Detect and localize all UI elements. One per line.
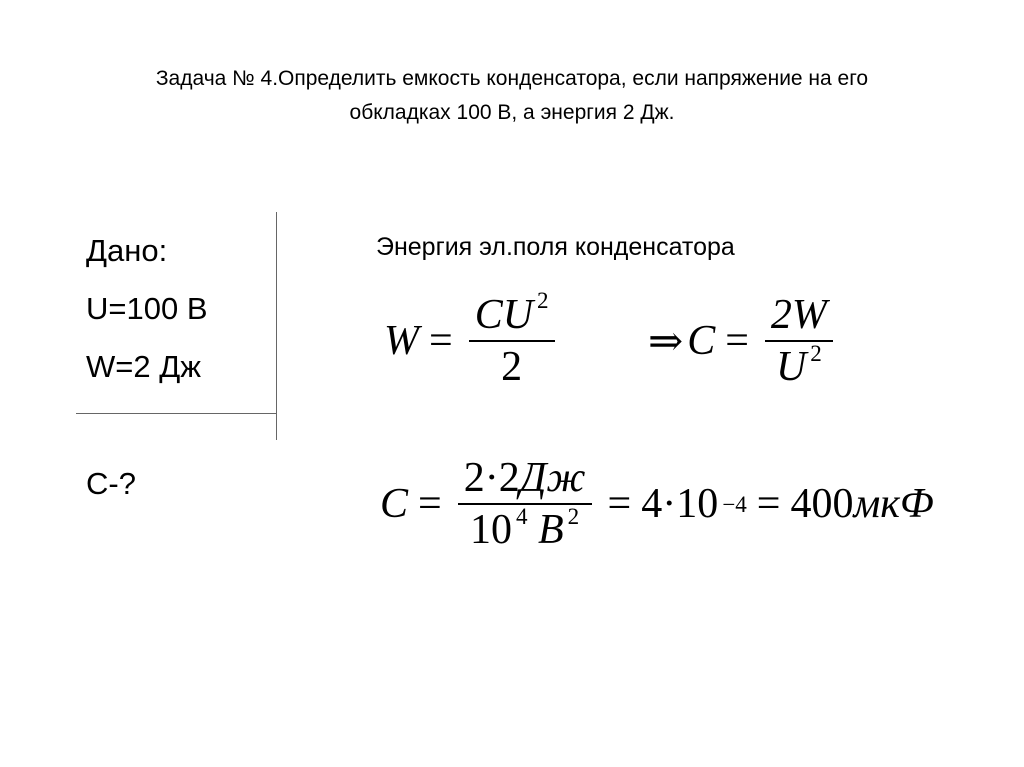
find-capacitance: С-? — [86, 466, 136, 501]
calculation-equals-2: = — [607, 481, 632, 528]
final-value: 400 — [790, 481, 854, 528]
capacitance-formula-denominator — [770, 339, 828, 391]
calculation-formula: C = $\frac{2\cdot 2Дж}{10 ^4 В ^2}$ = 4 · 10 −4 = 400 мкФ — [380, 455, 934, 554]
energy-formula-num-c: C — [474, 292, 503, 338]
capacitance-formula-bar — [765, 340, 833, 342]
problem-title — [60, 62, 964, 130]
problem-title-line-2: обкладках 100 В, а энергия 2 Дж. — [349, 101, 675, 124]
calculation-numerator — [458, 455, 592, 501]
capacitance-formula-equals: = — [725, 318, 749, 365]
energy-formula-equals: = — [429, 318, 453, 365]
final-unit: мкФ — [853, 481, 934, 528]
energy-formula-denominator: 2 — [501, 344, 523, 391]
energy-formula — [384, 287, 561, 391]
energy-formula-numerator — [469, 287, 555, 338]
calculation-fraction — [458, 455, 592, 553]
capacitance-formula — [648, 292, 839, 390]
capacitance-formula-lhs: C — [687, 318, 716, 365]
given-voltage: U=100 В — [86, 291, 208, 326]
capacitance-formula-den-exp: 2 — [810, 339, 822, 366]
energy-formula-num-exp: 2 — [537, 287, 549, 314]
given-label: Дано: — [86, 233, 168, 268]
given-divider-vertical — [276, 212, 277, 440]
problem-title-line-1: Задача № 4.Определить емкость конденсатора, если напряжение на его — [155, 67, 869, 90]
calculation-denominator — [464, 502, 585, 554]
energy-label: Энергия эл.поля конденсатора — [376, 233, 735, 261]
energy-formula-num-u: U — [502, 292, 534, 338]
implies-arrow: ⇒ — [648, 319, 684, 366]
given-energy: W=2 Дж — [86, 349, 201, 384]
capacitance-formula-den-u: U — [775, 344, 807, 391]
calculation-den-base: 10 — [469, 507, 512, 554]
energy-formula-fraction — [469, 287, 555, 391]
capacitance-formula-fraction — [765, 292, 833, 390]
calculation-den-exp: 4 — [515, 502, 528, 529]
capacitance-formula-num: 2W — [770, 292, 827, 338]
energy-formula-lhs: W — [384, 318, 419, 365]
calculation-den-unit-exp: 2 — [567, 502, 580, 529]
calculation-num-b: 2 — [498, 455, 520, 501]
calculation-den-unit: В — [538, 507, 564, 554]
calculation-num-a: 2 — [463, 455, 485, 501]
capacitance-formula-numerator — [765, 292, 833, 338]
given-divider-horizontal — [76, 413, 276, 414]
energy-formula-bar — [469, 340, 555, 342]
calculation-num-dot: · — [484, 455, 499, 501]
calculation-result-a: 4 — [641, 481, 663, 528]
calculation-num-unit: Дж — [519, 455, 586, 501]
calculation-equals-3: = — [756, 481, 781, 528]
calculation-lhs: C — [380, 481, 409, 528]
calculation-equals-1: = — [418, 481, 442, 528]
calculation-result-base: 10 — [676, 481, 719, 528]
calculation-result-dot: · — [662, 481, 677, 528]
